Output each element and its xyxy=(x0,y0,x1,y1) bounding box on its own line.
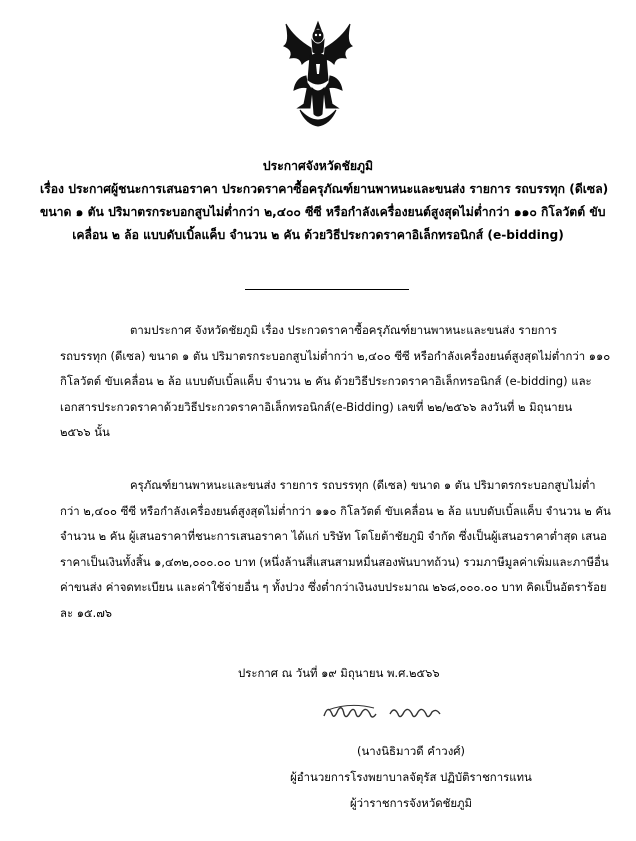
subject-line: เรื่อง ประกาศผู้ชนะการเสนอราคา ประกวดราคาซื้อครุภัณฑ์ยานพาหนะและขนส่ง รายการ รถบรรทุก (ดีเซล) xyxy=(40,182,609,196)
paragraph-reference xyxy=(60,318,611,446)
paragraph-line: เอกสารประกวดราคาด้วยวิธีประกวดราคาอิเล็กทรอนิกส์(e-Bidding) เลขที่ ๒๒/๒๕๖๖ ลงวันที่ ๒ มิถุนายน xyxy=(60,399,573,414)
title-block xyxy=(40,155,609,247)
paragraph-line: ครุภัณฑ์ยานพาหนะและขนส่ง รายการ รถบรรทุก (ดีเซล) ขนาด ๑ ตัน ปริมาตรกระบอกสูบไม่ต่ำ xyxy=(130,478,596,492)
paragraph-line: ละ ๑๕.๗๖ xyxy=(60,605,112,620)
paragraph-line: ราคาเป็นเงินทั้งสิ้น ๑,๔๓๒,๐๐๐.๐๐ บาท (หนึ่งล้านสี่แสนสามหมื่นสองพันบาทถ้วน) รวมภาษีมูลค่าเพิ่มและภาษีอื่น xyxy=(60,554,609,569)
subject-line: เคลื่อน ๒ ล้อ แบบดับเบิ้ลแค็บ จำนวน ๒ คัน ด้วยวิธีประกวดราคาอิเล็กทรอนิกส์ (e-bidding) xyxy=(72,228,564,242)
signer-authority: ผู้ว่าราชการจังหวัดชัยภูมิ xyxy=(349,796,473,810)
signer-name: (นางนิธิมาวดี คำวงศ์) xyxy=(357,744,465,758)
subject-line: ขนาด ๑ ตัน ปริมาตรกระบอกสูบไม่ต่ำกว่า ๒,๔๐๐ ซีซี หรือกำลังเครื่องยนต์สูงสุดไม่ต่ำกว่า ๑๑๐ กิโลวัตต์ ขับ xyxy=(40,205,606,219)
handwritten-signature xyxy=(320,700,450,724)
document-title: ประกาศจังหวัดชัยภูมิ xyxy=(262,159,374,173)
signer-block xyxy=(236,738,586,816)
paragraph-line: จำนวน ๒ คัน ผู้เสนอราคาที่ชนะการเสนอราคา ได้แก่ บริษัท โตโยต้าชัยภูมิ จำกัด ซึ่งเป็นผู้เสนอราคาต่ำสุด เสนอ xyxy=(60,529,607,543)
divider-line xyxy=(245,289,409,290)
paragraph-line: กว่า ๒,๔๐๐ ซีซี หรือกำลังเครื่องยนต์สูงสุดไม่ต่ำกว่า ๑๑๐ กิโลวัตต์ ขับเคลื่อน ๒ ล้อ แบบดับเบิ้ลแค็บ จำนวน ๒ คัน xyxy=(60,503,611,518)
paragraph-line: รถบรรทุก (ดีเซล) ขนาด ๑ ตัน ปริมาตรกระบอกสูบไม่ต่ำกว่า ๒,๔๐๐ ซีซี หรือกำลังเครื่องยนต์สูงสุดไม่ต่ำกว่า ๑๑๐ xyxy=(60,348,611,363)
paragraph-line: ตามประกาศ จังหวัดชัยภูมิ เรื่อง ประกวดราคาซื้อครุภัณฑ์ยานพาหนะและขนส่ง รายการ xyxy=(130,323,557,337)
paragraph-line: ค่าขนส่ง ค่าจดทะเบียน และค่าใช้จ่ายอื่น ๆ ทั้งปวง ซึ่งต่ำกว่าเงินงบประมาณ ๒๖๘,๐๐๐.๐๐ บาท คิดเป็นอัตราร้อย xyxy=(60,580,607,594)
paragraph-line: ๒๕๖๖ นั้น xyxy=(60,425,110,439)
announcement-date: ประกาศ ณ วันที่ ๑๙ มิถุนายน พ.ศ.๒๕๖๖ xyxy=(238,666,440,680)
garuda-emblem-icon xyxy=(280,18,356,134)
signer-position: ผู้อำนวยการโรงพยาบาลจัตุรัส ปฏิบัติราชการแทน xyxy=(290,770,532,784)
paragraph-winner xyxy=(60,473,611,626)
paragraph-line: กิโลวัตต์ ขับเคลื่อน ๒ ล้อ แบบดับเบิ้ลแค็บ จำนวน ๒ คัน ด้วยวิธีประกวดราคาอิเล็กทรอนิกส์ (e-bidding) และ xyxy=(60,374,592,388)
